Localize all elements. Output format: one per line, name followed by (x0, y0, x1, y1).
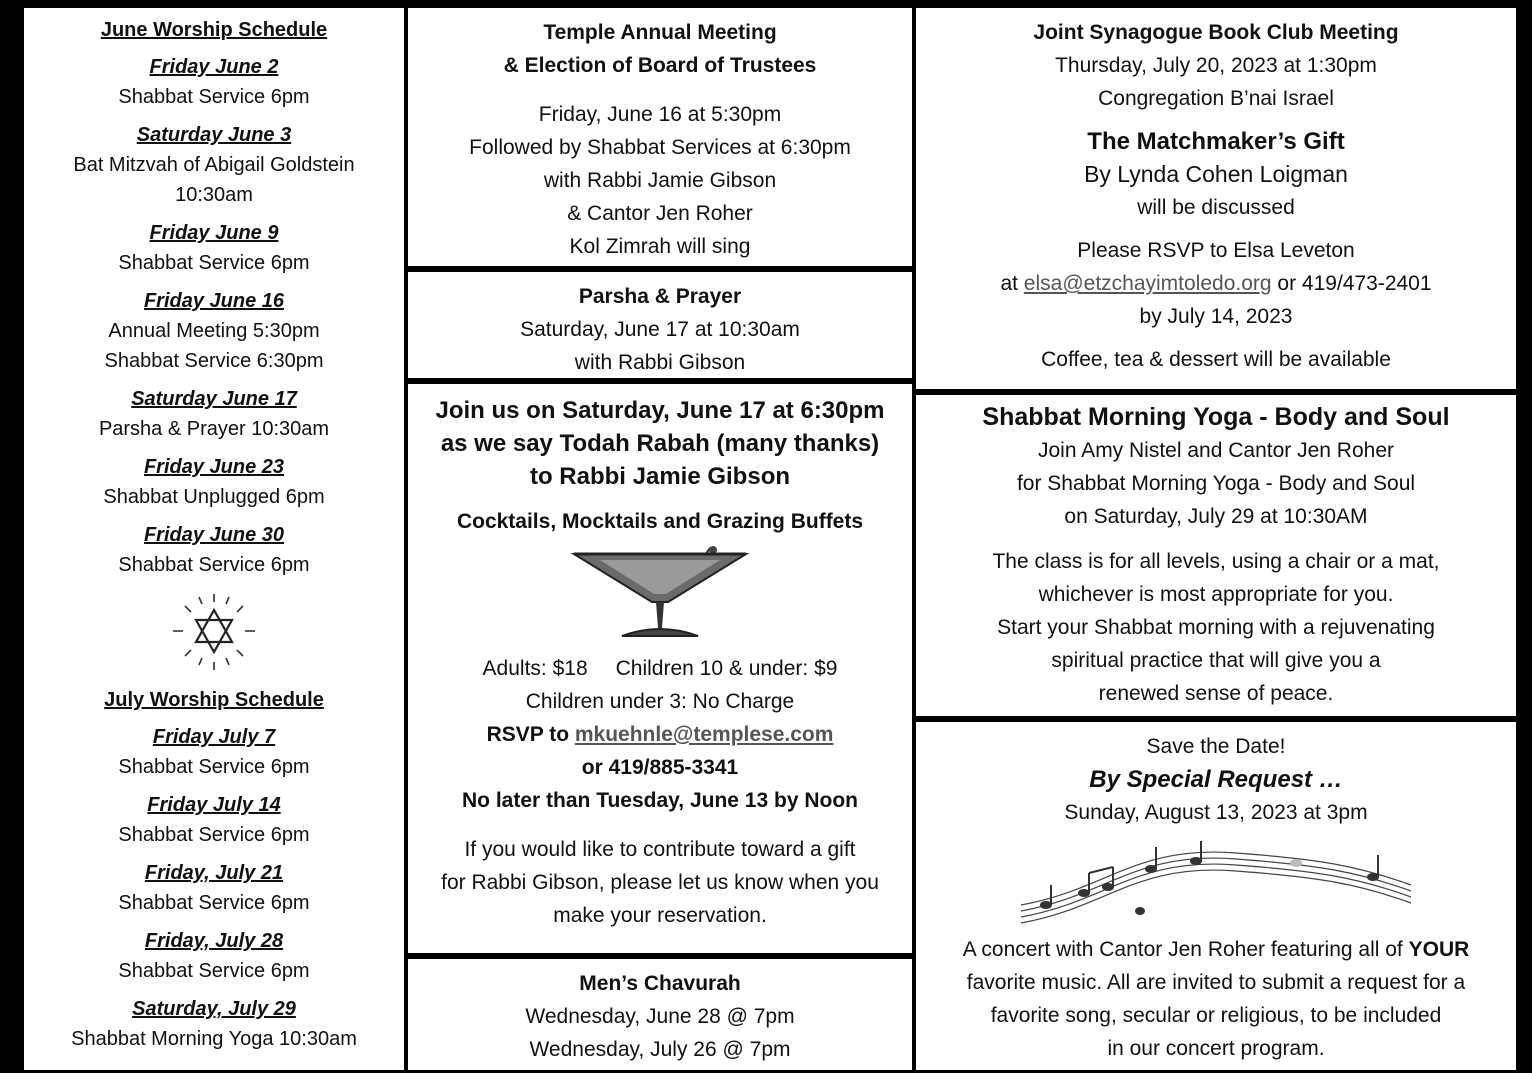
book-rsvp-at: at (1000, 272, 1024, 295)
june-schedule-title: June Worship Schedule (100, 19, 328, 41)
todah-under3: Children under 3: No Charge (525, 690, 795, 713)
schedule-event: Shabbat Service 6pm (118, 86, 310, 108)
chavurah-line: Wednesday, July 26 @ 7pm (529, 1038, 791, 1061)
chavurah-line: Wednesday, June 28 @ 7pm (525, 1005, 795, 1028)
schedule-event: Shabbat Service 6pm (118, 756, 310, 778)
yoga-panel (916, 395, 1516, 716)
schedule-day: Friday June 16 (143, 290, 285, 312)
book-club-title: Joint Synagogue Book Club Meeting (1033, 21, 1399, 44)
schedule-day: Friday, July 28 (144, 930, 284, 952)
todah-rabah-panel (408, 384, 912, 953)
concert-save-date: Save the Date! (1146, 735, 1286, 758)
yoga-desc: The class is for all levels, using a chair or a mat, (992, 550, 1440, 573)
book-club-panel (916, 8, 1516, 389)
yoga-title: Shabbat Morning Yoga - Body and Soul (982, 403, 1450, 431)
schedule-event: Shabbat Morning Yoga 10:30am (71, 1028, 357, 1050)
schedule-event: Shabbat Service 6pm (118, 554, 310, 576)
annual-meeting-line: Kol Zimrah will sing (569, 235, 751, 258)
book-club-date: Thursday, July 20, 2023 at 1:30pm (1055, 54, 1377, 77)
worship-schedule-panel (24, 8, 404, 1070)
june-schedule-list (24, 52, 404, 580)
price-children: Children 10 & under: $9 (615, 657, 838, 680)
yoga-line: on Saturday, July 29 at 10:30AM (1064, 505, 1368, 528)
yoga-desc: Start your Shabbat morning with a rejuvenating (997, 616, 1435, 639)
book-refreshments: Coffee, tea & dessert will be available (1041, 348, 1391, 371)
schedule-day: Saturday June 17 (131, 388, 297, 410)
yoga-line: for Shabbat Morning Yoga - Body and Soul (1016, 472, 1416, 495)
mens-chavurah-panel (408, 959, 912, 1070)
book-club-place: Congregation B’nai Israel (1098, 87, 1334, 110)
concert-desc (916, 933, 1516, 966)
rsvp-email-link[interactable]: mkuehnle@templese.com (574, 723, 834, 746)
schedule-day: Friday June 30 (143, 524, 285, 546)
annual-meeting-line: Followed by Shabbat Services at 6:30pm (469, 136, 851, 159)
schedule-event: Shabbat Unplugged 6pm (103, 486, 325, 508)
todah-rsvp (408, 718, 912, 751)
schedule-day: Friday July 14 (147, 794, 281, 816)
yoga-desc: whichever is most appropriate for you. (1038, 583, 1394, 606)
todah-subhead: Cocktails, Mocktails and Grazing Buffets (456, 510, 864, 533)
schedule-event: 10:30am (175, 184, 253, 206)
price-adults: Adults: $18 (482, 657, 588, 680)
book-title: The Matchmaker’s Gift (1087, 128, 1345, 155)
concert-date: Sunday, August 13, 2023 at 3pm (1064, 801, 1368, 824)
annual-meeting-panel (408, 8, 912, 266)
music-notes-icon (1016, 835, 1416, 925)
schedule-event: Shabbat Service 6pm (118, 252, 310, 274)
annual-meeting-line: & Cantor Jen Roher (567, 202, 753, 225)
todah-deadline: No later than Tuesday, June 13 by Noon (462, 789, 858, 812)
book-author: By Lynda Cohen Loigman (1084, 161, 1348, 187)
todah-gift-line: for Rabbi Gibson, please let us know when you (441, 871, 879, 894)
schedule-event: Annual Meeting 5:30pm (108, 320, 320, 342)
schedule-day: Friday June 9 (149, 222, 279, 244)
parsha-title: Parsha & Prayer (578, 285, 742, 308)
july-schedule-list (24, 722, 404, 1054)
schedule-day: Friday July 7 (152, 726, 276, 748)
schedule-event: Parsha & Prayer 10:30am (98, 418, 330, 440)
concert-panel (916, 722, 1516, 1070)
todah-headline: to Rabbi Jamie Gibson (529, 463, 791, 490)
parsha-line: Saturday, June 17 at 10:30am (520, 318, 800, 341)
schedule-day: Friday June 2 (149, 56, 279, 78)
schedule-event: Bat Mitzvah of Abigail Goldstein (73, 154, 355, 176)
annual-meeting-subtitle: & Election of Board of Trustees (503, 54, 817, 77)
schedule-day: Friday, July 21 (144, 862, 284, 884)
schedule-event: Shabbat Service 6pm (118, 824, 310, 846)
annual-meeting-line: Friday, June 16 at 5:30pm (538, 103, 782, 126)
book-rsvp-phone: or 419/473-2401 (1271, 272, 1432, 295)
yoga-desc: spiritual practice that will give you a (1051, 649, 1381, 672)
todah-headline: Join us on Saturday, June 17 at 6:30pm (435, 397, 885, 424)
schedule-day: Saturday, July 29 (132, 998, 296, 1020)
concert-desc-line: favorite song, secular or religious, to be included (990, 1004, 1442, 1027)
book-rsvp-deadline: by July 14, 2023 (1139, 305, 1293, 328)
july-schedule-title: July Worship Schedule (104, 689, 324, 711)
annual-meeting-line: with Rabbi Jamie Gibson (543, 169, 777, 192)
concert-title: By Special Request … (1089, 766, 1343, 793)
todah-rsvp-phone: or 419/885-3341 (581, 756, 739, 779)
parsha-line: with Rabbi Gibson (574, 351, 746, 374)
parsha-prayer-panel (408, 272, 912, 378)
schedule-event: Shabbat Service 6pm (118, 960, 310, 982)
chavurah-title: Men’s Chavurah (579, 972, 741, 995)
schedule-event: Shabbat Service 6:30pm (104, 350, 324, 372)
book-rsvp: Please RSVP to Elsa Leveton (1077, 239, 1355, 262)
schedule-event: Shabbat Service 6pm (118, 892, 310, 914)
book-rsvp-contact (916, 267, 1516, 300)
concert-desc-line: favorite music. All are invited to submit a request for a (966, 971, 1466, 994)
annual-meeting-title: Temple Annual Meeting (543, 21, 777, 44)
concert-desc-line: in our concert program. (1107, 1037, 1325, 1060)
schedule-day: Saturday June 3 (136, 124, 292, 146)
book-rsvp-email-link[interactable]: elsa@etzchayimtoledo.org (1023, 272, 1272, 295)
todah-headline: as we say Todah Rabah (many thanks) (440, 430, 880, 457)
rsvp-prefix: RSVP to (486, 723, 575, 746)
martini-glass-icon (570, 546, 750, 640)
yoga-line: Join Amy Nistel and Cantor Jen Roher (1037, 439, 1394, 462)
todah-gift-line: If you would like to contribute toward a gift (464, 838, 856, 861)
yoga-desc: renewed sense of peace. (1098, 682, 1334, 705)
concert-desc-prefix: A concert with Cantor Jen Roher featuring all of (962, 938, 1409, 961)
book-discussed: will be discussed (1137, 196, 1295, 219)
todah-prices (408, 652, 912, 685)
schedule-day: Friday June 23 (143, 456, 285, 478)
star-of-david-icon (169, 592, 259, 672)
todah-gift-line: make your reservation. (553, 904, 767, 927)
concert-desc-emphasis: YOUR (1408, 938, 1470, 961)
